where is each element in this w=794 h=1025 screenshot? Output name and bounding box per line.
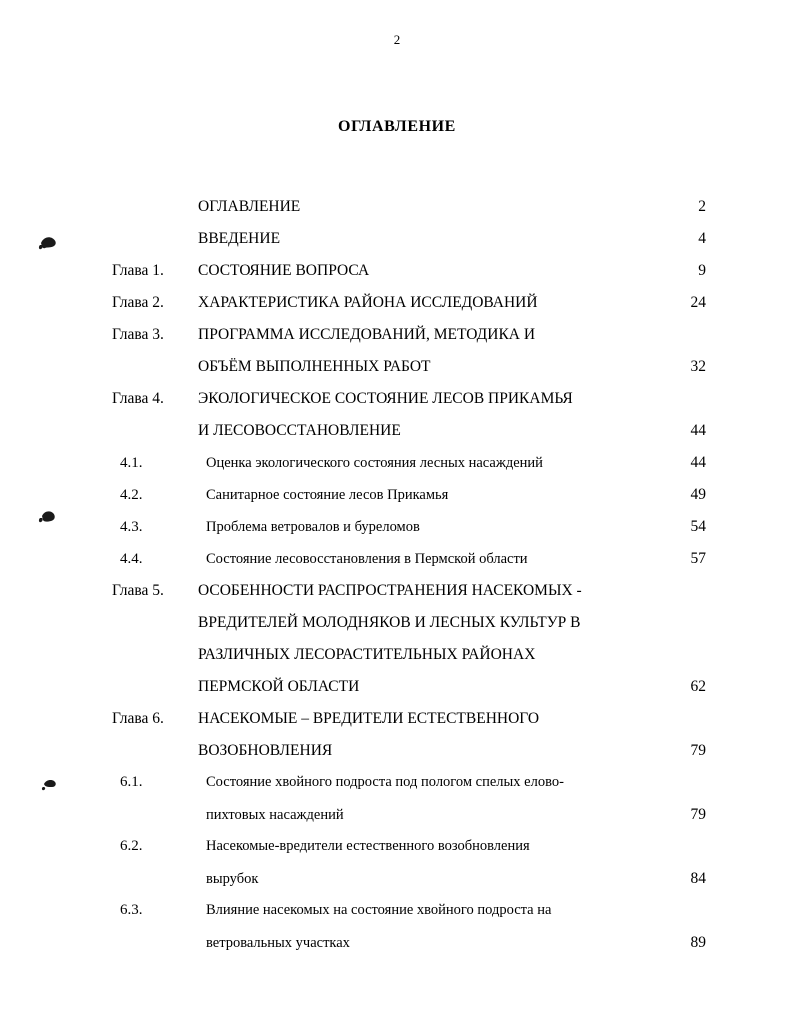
toc-entry-page: 44 [690,454,706,471]
scan-artifact-mark [38,508,60,526]
toc-entry-title: ЭКОЛОГИЧЕСКОЕ СОСТОЯНИЕ ЛЕСОВ ПРИКАМЬЯ [198,390,573,407]
toc-entry[interactable] [112,806,706,837]
toc-entry-title: ОГЛАВЛЕНИЕ [198,198,301,215]
toc-entry-title: ветровальных участках [206,935,350,951]
toc-entry-page: 79 [690,742,706,759]
toc-entry-page: 32 [690,358,706,375]
toc-entry[interactable] [112,902,706,933]
toc-entry-page: 84 [690,870,706,887]
toc-entry-title: Насекомые-вредители естественного возобновления [206,838,530,854]
toc-entry[interactable] [112,934,706,965]
toc-entry[interactable] [112,582,706,613]
toc-entry-label: Глава 2. [112,294,164,311]
toc-entry[interactable] [112,518,706,549]
toc-entry[interactable] [112,646,706,677]
toc-entry-title: ПЕРМСКОЙ ОБЛАСТИ [198,678,360,695]
toc-entry-title: ВОЗОБНОВЛЕНИЯ [198,742,333,759]
toc-entry[interactable] [112,870,706,901]
toc-entry-label: 4.4. [120,551,143,567]
toc-entry-label: Глава 4. [112,390,164,407]
toc-entry-title: Оценка экологического состояния лесных насаждений [206,455,543,471]
toc-entry[interactable] [112,198,706,229]
toc-entry-page: 24 [690,294,706,311]
toc-entry[interactable] [112,486,706,517]
toc-entry-page: 44 [690,422,706,439]
toc-entry-title: РАЗЛИЧНЫХ ЛЕСОРАСТИТЕЛЬНЫХ РАЙОНАХ [198,646,536,663]
toc-entry-title: СОСТОЯНИЕ ВОПРОСА [198,262,370,279]
toc-entry[interactable] [112,230,706,261]
toc-entry[interactable] [112,262,706,293]
toc-entry-title: ПРОГРАММА ИССЛЕДОВАНИЙ, МЕТОДИКА И [198,326,536,343]
toc-entry-title: И ЛЕСОВОССТАНОВЛЕНИЕ [198,422,401,439]
toc-entry-label: 4.2. [120,487,143,503]
toc-entry-label: 4.1. [120,455,143,471]
toc-entry-label: 4.3. [120,519,143,535]
toc-entry[interactable] [112,294,706,325]
toc-entry-title: пихтовых насаждений [206,807,344,823]
toc-entry-page: 49 [690,486,706,503]
table-of-contents [112,198,706,966]
toc-entry-page: 2 [698,198,706,215]
toc-entry-title: НАСЕКОМЫЕ – ВРЕДИТЕЛИ ЕСТЕСТВЕННОГО [198,710,540,727]
toc-entry-label: Глава 1. [112,262,164,279]
toc-entry-title: ВРЕДИТЕЛЕЙ МОЛОДНЯКОВ И ЛЕСНЫХ КУЛЬТУР В [198,614,581,631]
toc-entry-title: Санитарное состояние лесов Прикамья [206,487,449,503]
page-title: ОГЛАВЛЕНИЕ [338,118,456,135]
toc-entry[interactable] [112,422,706,453]
toc-entry-title: вырубок [206,871,259,887]
toc-entry-label: Глава 5. [112,582,164,599]
toc-entry[interactable] [112,678,706,709]
toc-entry-label: 6.3. [120,902,143,918]
toc-entry-title: ВВЕДЕНИЕ [198,230,281,247]
page-number: 2 [393,32,401,47]
toc-entry-title: Состояние лесовосстановления в Пермской области [206,551,528,567]
toc-entry-label: Глава 6. [112,710,164,727]
scan-artifact-mark [40,775,62,793]
toc-entry-label: 6.1. [120,774,143,790]
toc-entry-title: ОСОБЕННОСТИ РАСПРОСТРАНЕНИЯ НАСЕКОМЫХ - [198,582,582,599]
toc-entry-title: Влияние насекомых на состояние хвойного подроста на [206,902,552,918]
toc-entry-title: Проблема ветровалов и буреломов [206,519,420,535]
toc-entry-title: Состояние хвойного подроста под пологом спелых елово- [206,774,564,790]
toc-entry-title: ХАРАКТЕРИСТИКА РАЙОНА ИССЛЕДОВАНИЙ [198,294,538,311]
scan-artifact-mark [38,234,60,252]
toc-entry[interactable] [112,838,706,869]
toc-entry-page: 79 [690,806,706,823]
toc-entry[interactable] [112,710,706,741]
toc-entry[interactable] [112,614,706,645]
toc-entry-label: 6.2. [120,838,143,854]
toc-entry[interactable] [112,454,706,485]
toc-entry[interactable] [112,550,706,581]
toc-entry[interactable] [112,774,706,805]
toc-entry-page: 9 [698,262,706,279]
toc-entry[interactable] [112,390,706,421]
toc-entry-title: ОБЪЁМ ВЫПОЛНЕННЫХ РАБОТ [198,358,431,375]
toc-entry-page: 57 [690,550,706,567]
toc-entry[interactable] [112,358,706,389]
toc-entry-page: 4 [698,230,706,247]
toc-entry[interactable] [112,742,706,773]
toc-entry-label: Глава 3. [112,326,164,343]
toc-entry[interactable] [112,326,706,357]
toc-entry-page: 54 [690,518,706,535]
toc-entry-page: 62 [690,678,706,695]
toc-entry-page: 89 [690,934,706,951]
